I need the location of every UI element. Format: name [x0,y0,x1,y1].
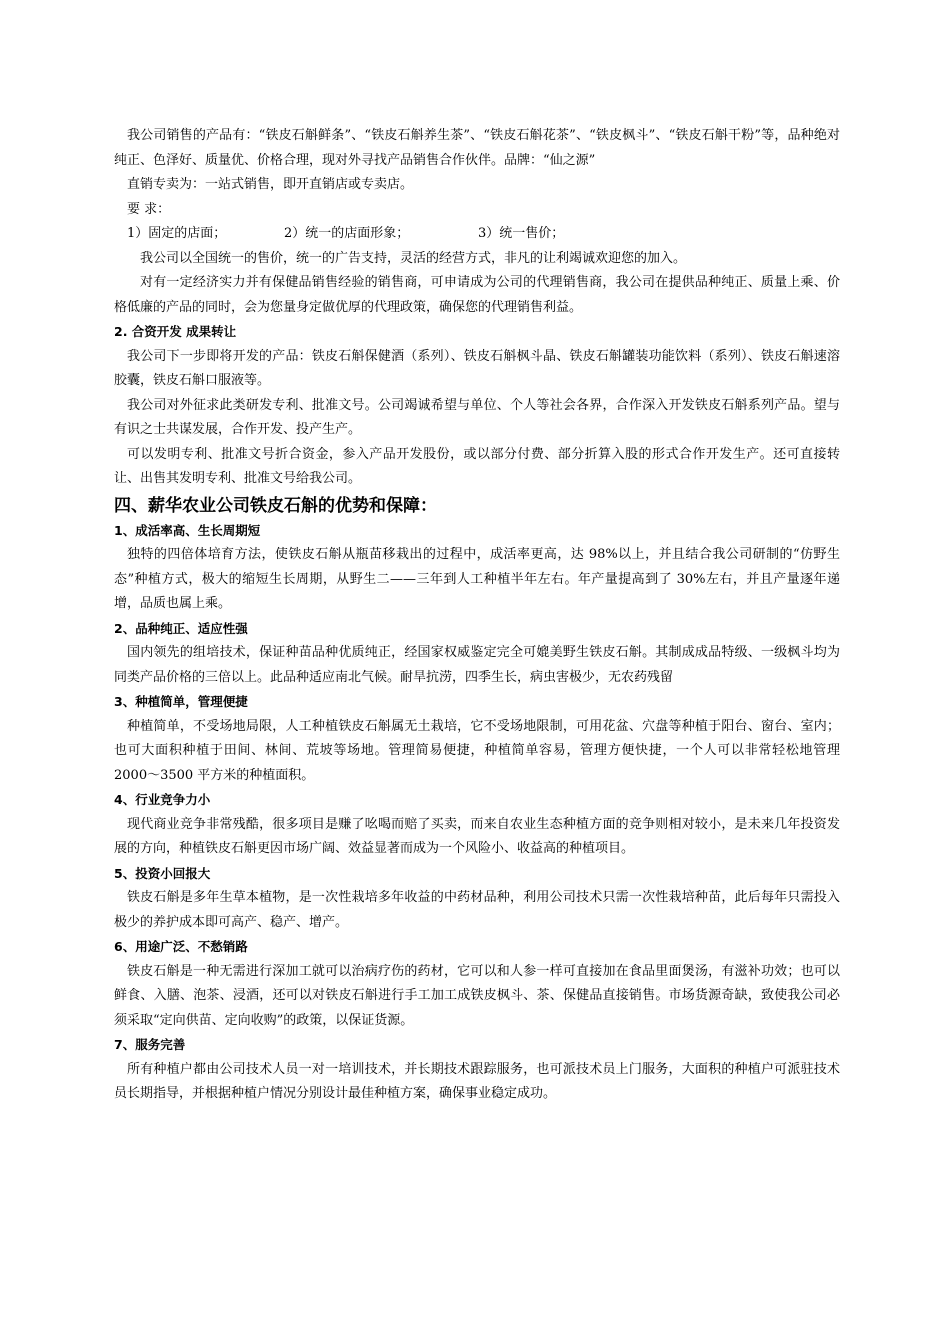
advantage-text: 种植简单，不受场地局限，人工种植铁皮石斛属无土栽培，它不受场地限制，可用花盆、穴盘等种植于阳台、窗台、室内；也可大面积种植于田间、林间、荒坡等场地。管理简易便捷，种植简单容易，管理方便快捷，一个人可以非常轻松地管理 2000～3500 平方米的种植面积。 [114,718,840,783]
advantage-text: 铁皮石斛是多年生草本植物，是一次性栽培多年收益的中药材品种，利用公司技术只需一次性栽培种苗，此后每年只需投入极少的养护成本即可高产、稳产、增产。 [114,890,840,930]
document-page [114,124,840,1107]
advantage-text: 国内领先的组培技术，保证种苗品种优质纯正，经国家权威鉴定完全可媲美野生铁皮石斛。其制成成品特级、一级枫斗均为同类产品价格的三倍以上。此品种适应南北气候。耐旱抗涝，四季生长，病虫害极少，无农药残留 [114,645,840,685]
section-paragraph: 我公司对外征求此类研发专利、批准文号。公司竭诚希望与单位、个人等社会各界，合作深入开发铁皮石斛系列产品。望与有识之士共谋发展，合作开发、投产生产。 [114,397,840,437]
intro-paragraph-direct-sales: 直销专卖为：一站式销售，即开直销店或专卖店。 [127,177,414,192]
advantage-text: 所有种植户都由公司技术人员一对一培训技术，并长期技术跟踪服务，也可派技术员上门服务，大面积的种植户可派驻技术员长期指导，并根据种植户情况分别设计最佳种植方案，确保事业稳定成功。 [114,1061,840,1101]
advantage-heading: 4、行业竞争力小 [114,792,211,807]
intro-paragraph-agency: 对有一定经济实力并有保健品销售经验的销售商，可申请成为公司的代理销售商，我公司在提供品种纯正、质量上乘、价格低廉的产品的同时，会为您量身定做优厚的代理政策，确保您的代理销售利益。 [114,275,840,315]
section-heading: 2. 合资开发 成果转让 [114,324,237,339]
advantage-heading: 2、品种纯正、适应性强 [114,620,248,636]
requirement-item: 1）固定的店面； [127,226,227,241]
intro-paragraph-products: 我公司销售的产品有：“铁皮石斛鲜条”、“铁皮石斛养生茶”、“铁皮石斛花茶”、“铁皮枫斗”、“铁皮石斛干粉”等，品种绝对纯正、色泽好、质量优、价格合理，现对外寻找产品销售合作伙伴。品牌：“仙之源” [114,128,840,168]
advantage-heading: 7、服务完善 [114,1037,186,1052]
advantage-heading: 5、投资小回报大 [114,865,211,881]
advantage-heading: 6、用途广泛、不愁销路 [114,939,248,954]
intro-paragraph-welcome: 我公司以全国统一的售价，统一的广告支持，灵活的经营方式，非凡的让利竭诚欢迎您的加入。 [140,250,687,266]
advantage-text: 独特的四倍体培育方法，使铁皮石斛从瓶苗移栽出的过程中，成活率更高，达 98%以上，并且结合我公司研制的“仿野生态”种植方式，极大的缩短生长周期，从野生二——三年到人工种植半年左右。年产量提高到了 30%左右，并且产量逐年递增，品质也属上乘。 [114,547,840,611]
requirements-title: 要 求： [127,201,171,217]
requirements-list [114,222,840,247]
advantage-heading: 3、种植简单，管理便捷 [114,694,248,709]
requirement-item: 2）统一的店面形象； [284,226,410,241]
section-paragraph: 我公司下一步即将开发的产品：铁皮石斛保健酒（系列）、铁皮石斛枫斗晶、铁皮石斛罐装功能饮料（系列）、铁皮石斛速溶胶囊，铁皮石斛口服液等。 [114,348,840,388]
requirement-item: 3）统一售价； [478,226,565,241]
section-paragraph: 可以发明专利、批准文号折合资金，参入产品开发股份，或以部分付费、部分折算入股的形式合作开发生产。还可直接转让、出售其发明专利、批准文号给我公司。 [114,446,840,486]
advantage-heading: 1、成活率高、生长周期短 [114,522,261,538]
advantage-text: 铁皮石斛是一种无需进行深加工就可以治病疗伤的药材，它可以和人参一样可直接加在食品里面煲汤，有滋补功效；也可以鲜食、入膳、泡茶、浸酒，还可以对铁皮石斛进行手工加工成铁皮枫斗、茶、保健品直接销售。市场货源奇缺，致使我公司必须采取“定向供苗、定向收购”的政策，以保证货源。 [114,963,840,1028]
section-title-advantages: 四、薪华农业公司铁皮石斛的优势和保障： [114,495,437,516]
advantage-text: 现代商业竞争非常残酷，很多项目是赚了吆喝而赔了买卖，而来自农业生态种植方面的竞争则相对较小，是未来几年投资发展的方向，种植铁皮石斛更因市场广阔、效益显著而成为一个风险小、收益高的种植项目。 [114,816,840,856]
